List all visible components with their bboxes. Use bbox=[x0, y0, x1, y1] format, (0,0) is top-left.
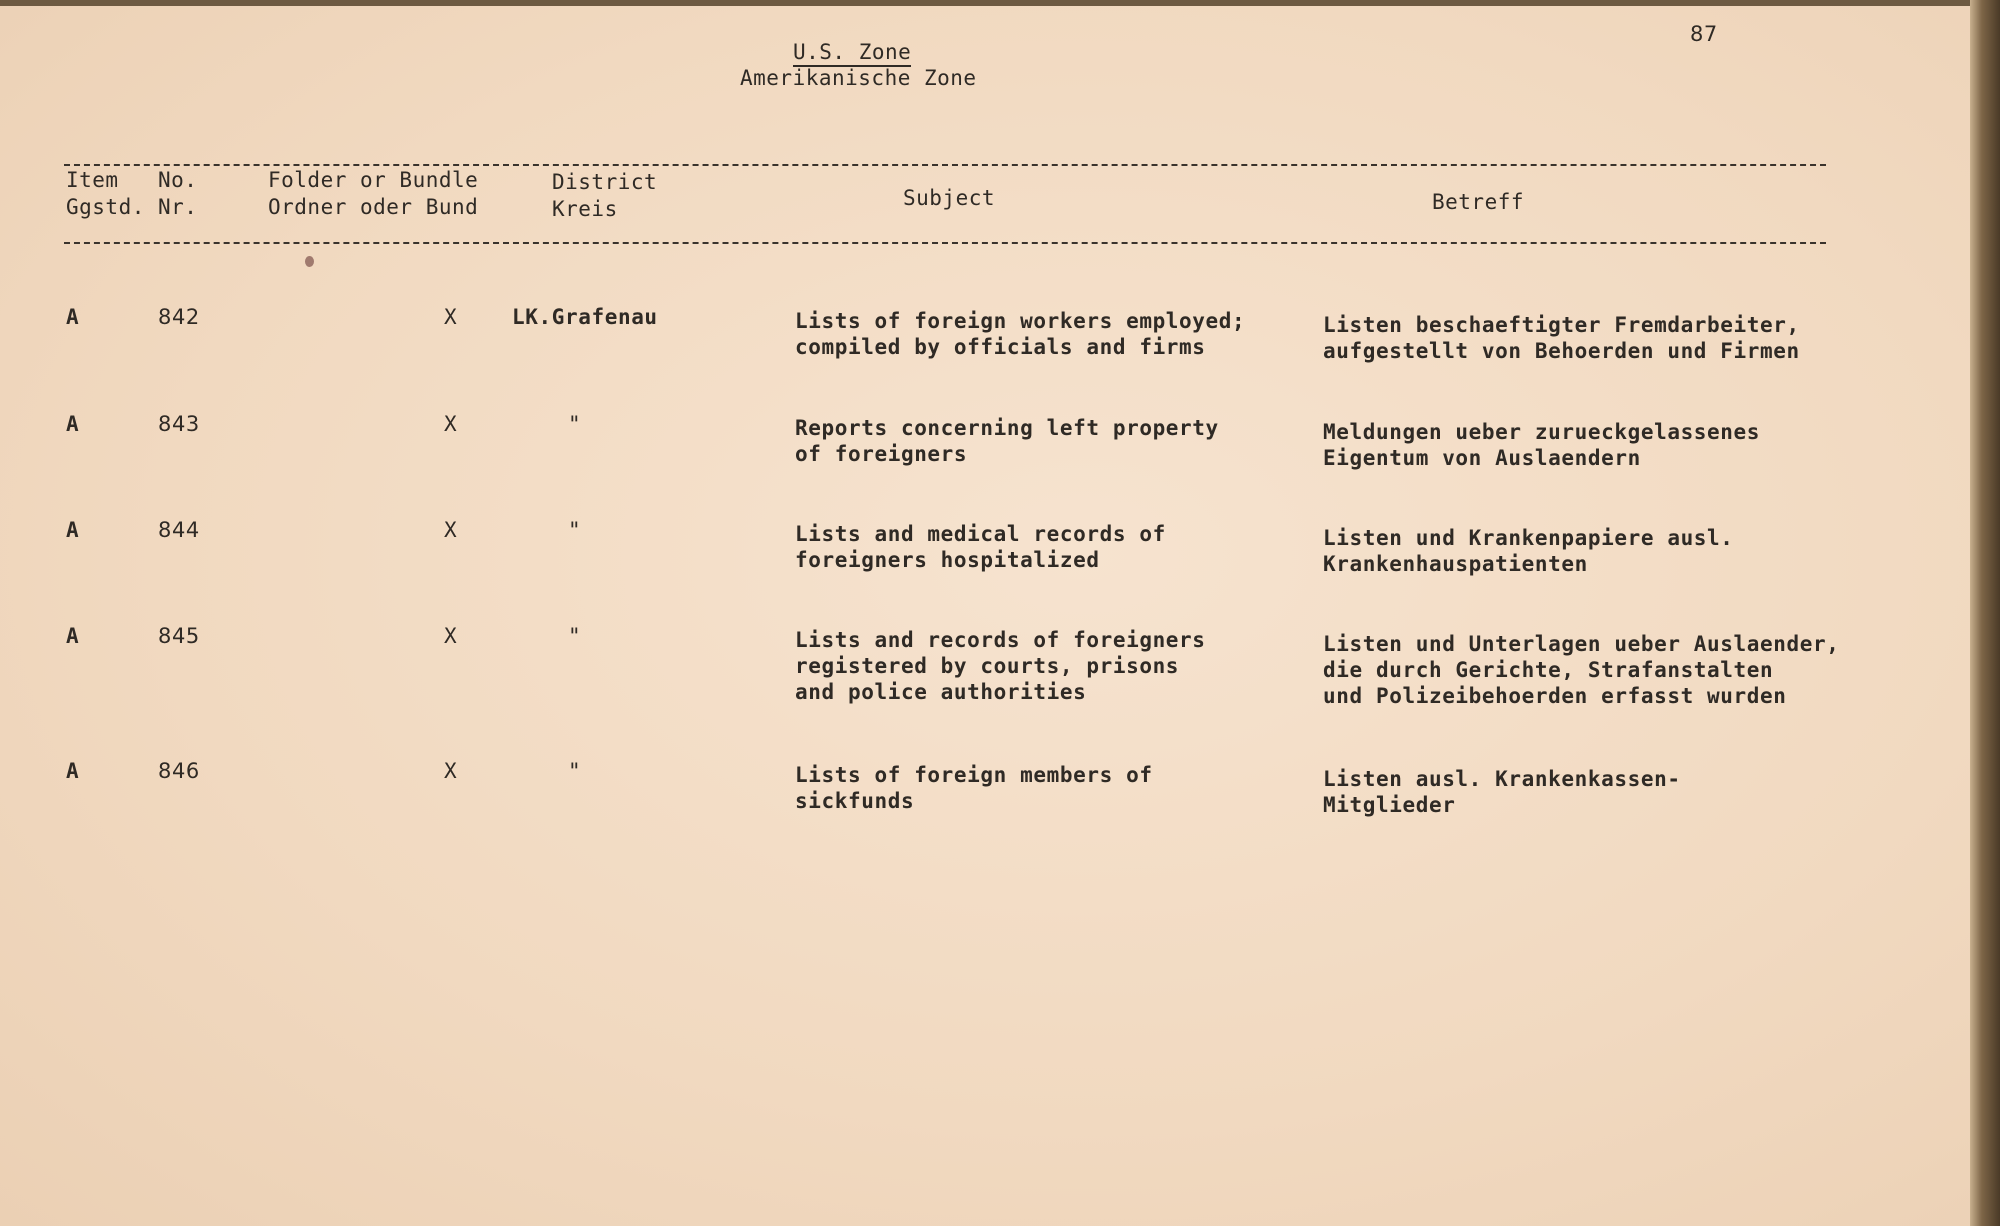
row-betreff: Listen ausl. Krankenkassen- Mitglieder bbox=[1323, 767, 1681, 817]
row-district: " bbox=[568, 518, 582, 542]
row-district: LK.Grafenau bbox=[512, 305, 658, 329]
row-subject: Lists of foreign workers employed; compiled by officials and firms bbox=[795, 309, 1246, 359]
row-item: A bbox=[66, 412, 80, 436]
document-page bbox=[0, 6, 1970, 1226]
row-district: " bbox=[568, 412, 582, 436]
page-number: 87 bbox=[1690, 22, 1718, 46]
row-number: 842 bbox=[158, 305, 200, 329]
row-betreff: Meldungen ueber zurueckgelassenes Eigentum von Auslaendern bbox=[1323, 420, 1761, 470]
row-folder-mark: X bbox=[444, 412, 458, 436]
row-item: A bbox=[66, 518, 80, 542]
row-folder-mark: X bbox=[444, 305, 458, 329]
row-betreff: Listen beschaeftigter Fremdarbeiter, aufgestellt von Behoerden und Firmen bbox=[1323, 313, 1800, 363]
row-number: 846 bbox=[158, 759, 200, 783]
col-no-en: No. bbox=[158, 168, 198, 192]
col-item-en: Item bbox=[66, 168, 119, 192]
row-item: A bbox=[66, 759, 80, 783]
col-folder-en: Folder or Bundle bbox=[268, 168, 479, 192]
row-betreff: Listen und Unterlagen ueber Auslaender, die durch Gerichte, Strafanstalten und Polizeibehoerden erfasst wurden bbox=[1323, 632, 1840, 708]
ink-spot bbox=[305, 256, 314, 267]
header-rule-top bbox=[64, 164, 1826, 166]
col-district-de: Kreis bbox=[552, 197, 618, 221]
row-folder-mark: X bbox=[444, 518, 458, 542]
col-folder-de: Ordner oder Bund bbox=[268, 195, 479, 219]
row-number: 845 bbox=[158, 624, 200, 648]
col-no-de: Nr. bbox=[158, 195, 198, 219]
row-subject: Lists and records of foreigners registered by courts, prisons and police authorities bbox=[795, 628, 1206, 704]
row-subject: Lists of foreign members of sickfunds bbox=[795, 763, 1153, 813]
col-district-en: District bbox=[552, 170, 658, 194]
row-district: " bbox=[568, 759, 582, 783]
row-folder-mark: X bbox=[444, 624, 458, 648]
row-number: 843 bbox=[158, 412, 200, 436]
row-subject: Reports concerning left property of foreigners bbox=[795, 416, 1219, 466]
row-folder-mark: X bbox=[444, 759, 458, 783]
header-rule-bottom bbox=[64, 242, 1826, 244]
col-subject: Subject bbox=[903, 186, 996, 210]
zone-subtitle: Amerikanische Zone bbox=[740, 66, 977, 90]
row-district: " bbox=[568, 624, 582, 648]
col-item-de: Ggstd. bbox=[66, 195, 145, 219]
row-item: A bbox=[66, 305, 80, 329]
row-number: 844 bbox=[158, 518, 200, 542]
binding-edge bbox=[1970, 0, 2000, 1226]
row-betreff: Listen und Krankenpapiere ausl. Krankenhauspatienten bbox=[1323, 526, 1734, 576]
col-betreff: Betreff bbox=[1432, 190, 1525, 214]
row-item: A bbox=[66, 624, 80, 648]
row-subject: Lists and medical records of foreigners hospitalized bbox=[795, 522, 1166, 572]
zone-title: U.S. Zone bbox=[793, 40, 911, 64]
